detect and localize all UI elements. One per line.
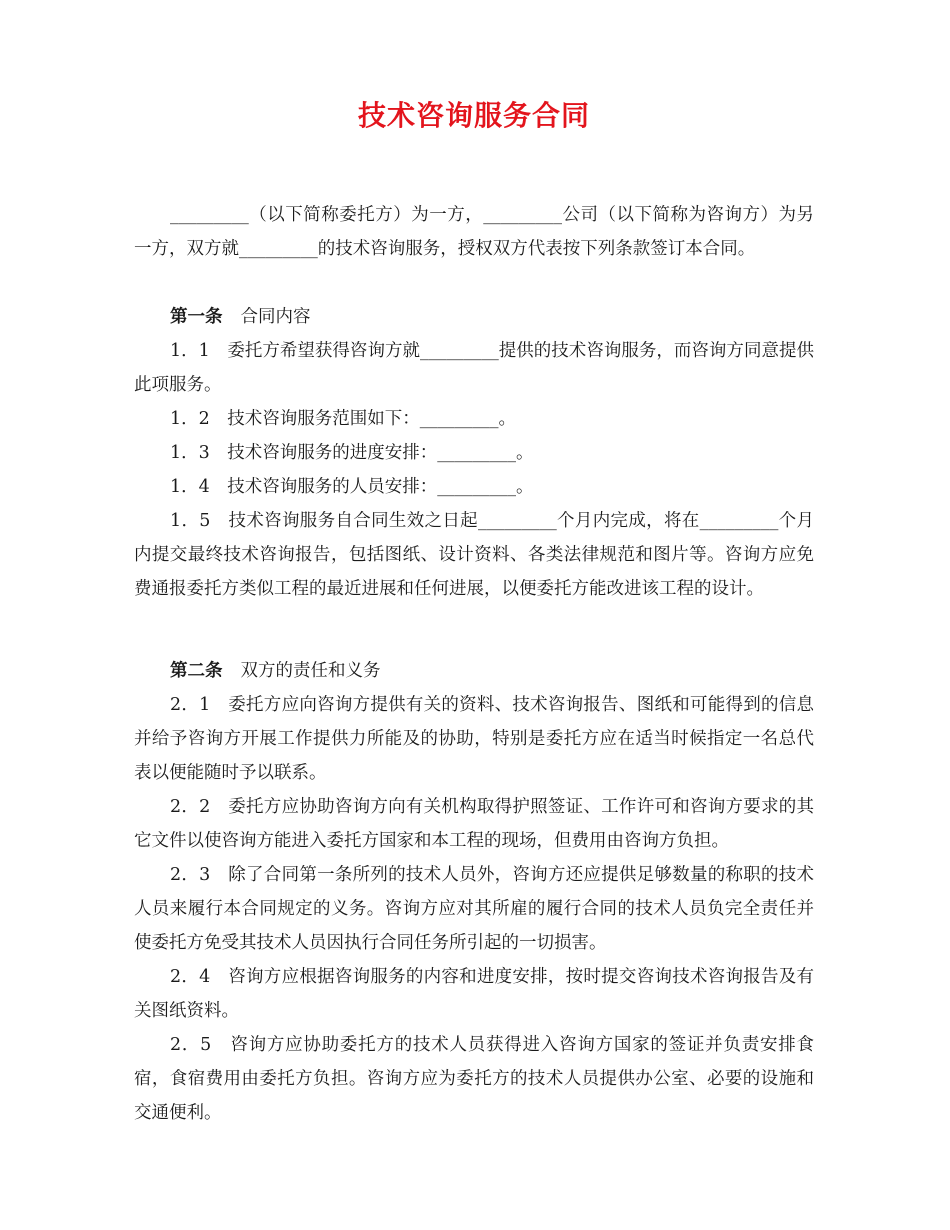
article-1-number: 第一条 [170, 307, 223, 327]
document-title: 技术咨询服务合同 [357, 99, 590, 132]
article-1-heading [134, 300, 814, 334]
article-2-title: 双方的责任和义务 [240, 661, 381, 681]
article-2-heading [134, 654, 814, 688]
clause-1-5: 1．5 技术咨询服务自合同生效之日起_________个月内完成，将在_________个月内提交最终技术咨询报告，包括图纸、设计资料、各类法律规范和图片等。咨询方应免费通报委托方类似工程的最近进展和任何进展，以便委托方能改进该工程的设计。 [134, 511, 814, 599]
clause-1-4: 1．4 技术咨询服务的人员安排：_________。 [170, 477, 534, 497]
clause-2-5: 2．5 咨询方应协助委托方的技术人员获得进入咨询方国家的签证并负责安排食宿，食宿费用由委托方负担。咨询方应为委托方的技术人员提供办公室、必要的设施和交通便利。 [134, 1035, 814, 1123]
clause-1-2: 1．2 技术咨询服务范围如下：_________。 [170, 409, 517, 429]
clause-2-1: 2．1 委托方应向咨询方提供有关的资料、技术咨询报告、图纸和可能得到的信息并给予咨询方开展工作提供力所能及的协助，特别是委托方应在适当时候指定一名总代表以便能随时予以联系。 [134, 695, 814, 783]
section-spacer [134, 266, 814, 300]
article-2-number: 第二条 [170, 661, 223, 681]
clause-2-4: 2．4 咨询方应根据咨询服务的内容和进度安排，按时提交咨询技术咨询报告及有关图纸资料。 [134, 967, 814, 1021]
clause-1-3: 1．3 技术咨询服务的进度安排：_________。 [170, 443, 534, 463]
clause-2-3: 2．3 除了合同第一条所列的技术人员外，咨询方还应提供足够数量的称职的技术人员来履行本合同规定的义务。咨询方应对其所雇的履行合同的技术人员负完全责任并使委托方免受其技术人员因执行合同任务所引起的一切损害。 [134, 865, 814, 953]
section-spacer [134, 606, 814, 654]
clause-1-1: 1．1 委托方希望获得咨询方就_________提供的技术咨询服务，而咨询方同意提供此项服务。 [134, 341, 814, 395]
intro-paragraph: _________（以下简称委托方）为一方，_________公司（以下简称为咨询方）为另一方，双方就_________的技术咨询服务，授权双方代表按下列条款签订本合同。 [134, 205, 814, 259]
article-1-title: 合同内容 [240, 307, 311, 327]
clause-2-2: 2．2 委托方应协助咨询方向有关机构取得护照签证、工作许可和咨询方要求的其它文件以使咨询方能进入委托方国家和本工程的现场，但费用由咨询方负担。 [134, 797, 814, 851]
